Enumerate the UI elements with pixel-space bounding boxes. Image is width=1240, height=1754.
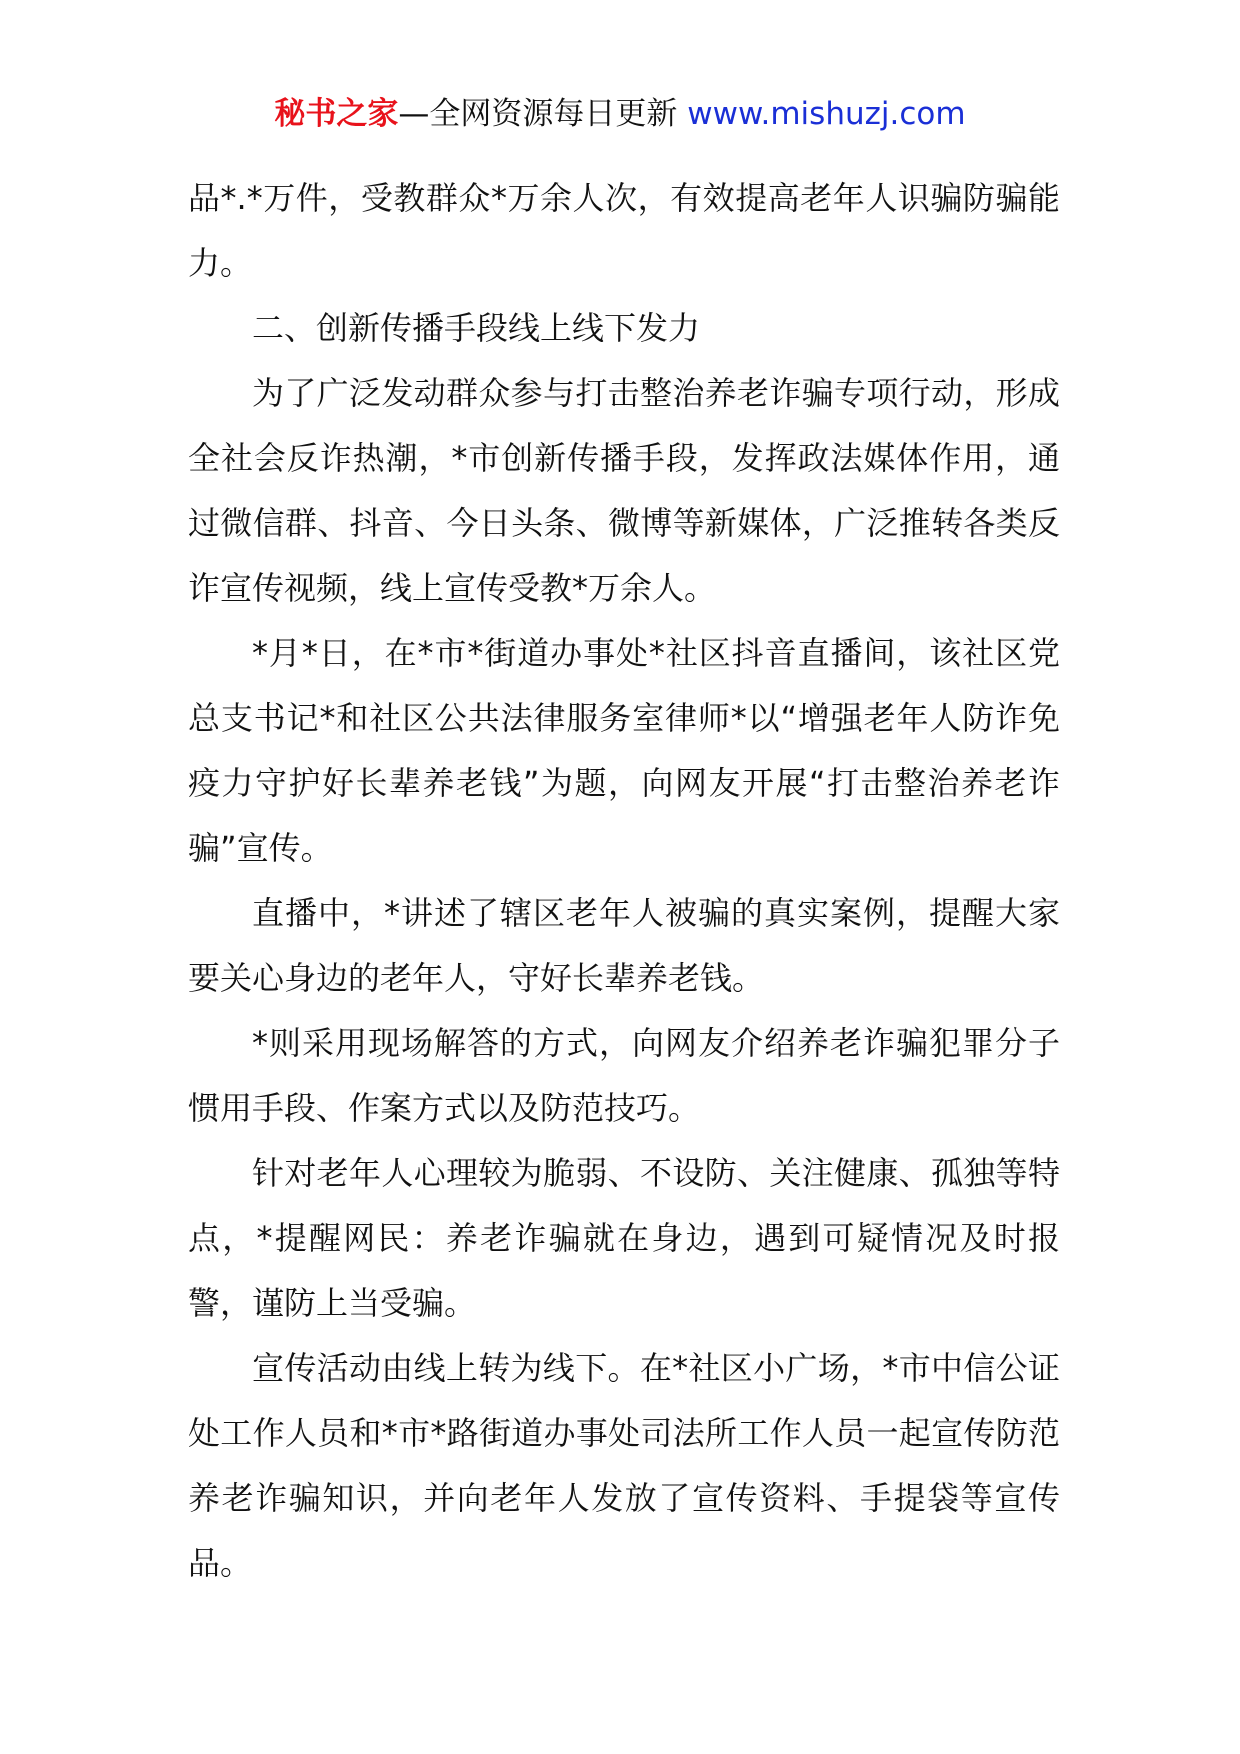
paragraph: *则采用现场解答的方式，向网友介绍养老诈骗犯罪分子惯用手段、作案方式以及防范技巧。: [188, 1024, 1060, 1127]
paragraph: 针对老年人心理较为脆弱、不设防、关注健康、孤独等特点，*提醒网民：养老诈骗就在身边，遇到可疑情况及时报警，谨防上当受骗。: [188, 1154, 1060, 1322]
paragraph: 直播中，*讲述了辖区老年人被骗的真实案例，提醒大家要关心身边的老年人，守好长辈养老钱。: [188, 894, 1060, 997]
site-tagline: —全网资源每日更新: [398, 96, 688, 132]
document-body: [188, 166, 1060, 1596]
site-brand: 秘书之家: [274, 96, 399, 132]
page-header: [0, 92, 1240, 136]
paragraph: *月*日，在*市*街道办事处*社区抖音直播间，该社区党总支书记*和社区公共法律服务室律师*以“增强老年人防诈免疫力守护好长辈养老钱”为题，向网友开展“打击整治养老诈骗”宣传。: [188, 634, 1060, 867]
paragraph: 宣传活动由线上转为线下。在*社区小广场，*市中信公证处工作人员和*市*路街道办事处司法所工作人员一起宣传防范养老诈骗知识，并向老年人发放了宣传资料、手提袋等宣传品。: [188, 1349, 1060, 1582]
paragraph: 为了广泛发动群众参与打击整治养老诈骗专项行动，形成全社会反诈热潮，*市创新传播手段，发挥政法媒体作用，通过微信群、抖音、今日头条、微博等新媒体，广泛推转各类反诈宣传视频，线上宣传受教*万余人。: [188, 374, 1060, 607]
section-heading: 二、创新传播手段线上线下发力: [252, 309, 701, 347]
site-url[interactable]: www.mishuzj.com: [687, 96, 966, 132]
paragraph-continuation: 品*.*万件，受教群众*万余人次，有效提高老年人识骗防骗能力。: [188, 179, 1060, 282]
